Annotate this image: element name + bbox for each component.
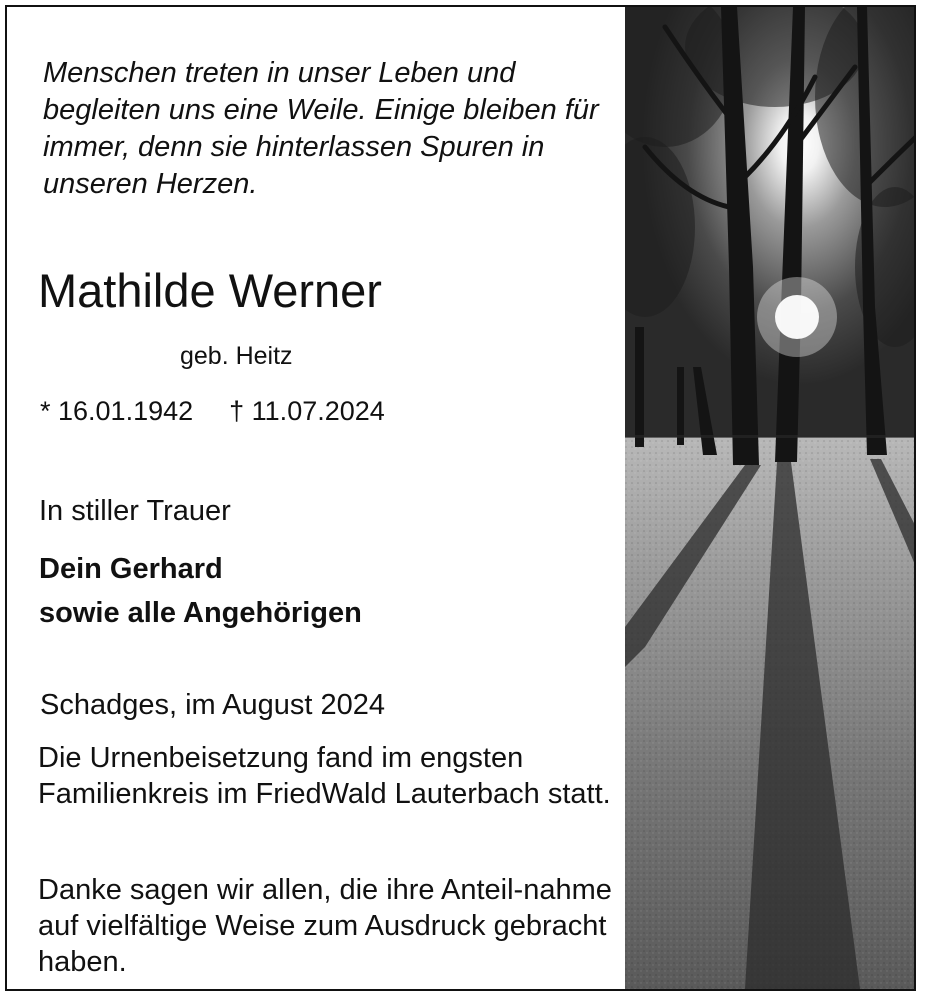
deceased-name: Mathilde Werner — [38, 264, 382, 317]
memorial-quote: Menschen treten in unser Leben und begleiten uns eine Weile. Einige bleiben für immer, denn sie hinterlassen Spuren in unseren Herzen. — [43, 57, 599, 200]
mourner-line: Dein Gerhard — [39, 553, 223, 585]
mourner-line: sowie alle Angehörigen — [39, 597, 362, 629]
mourners-list — [39, 547, 362, 635]
death-date: † 11.07.2024 — [229, 396, 385, 426]
mourning-intro: In stiller Trauer — [39, 495, 231, 527]
burial-note: Die Urnenbeisetzung fand im engsten Familienkreis im FriedWald Lauterbach statt. — [38, 742, 611, 810]
place-and-date: Schadges, im August 2024 — [40, 689, 386, 721]
thanks-note: Danke sagen wir allen, die ihre Anteil-nahme auf vielfältige Weise zum Ausdruck gebracht haben. — [38, 874, 612, 978]
text-column — [7, 7, 625, 989]
maiden-name: geb. Heitz — [180, 342, 293, 370]
forest-photo — [625, 7, 916, 989]
birth-date: * 16.01.1942 — [40, 396, 194, 426]
life-dates — [40, 394, 385, 428]
obituary-notice — [5, 5, 916, 991]
